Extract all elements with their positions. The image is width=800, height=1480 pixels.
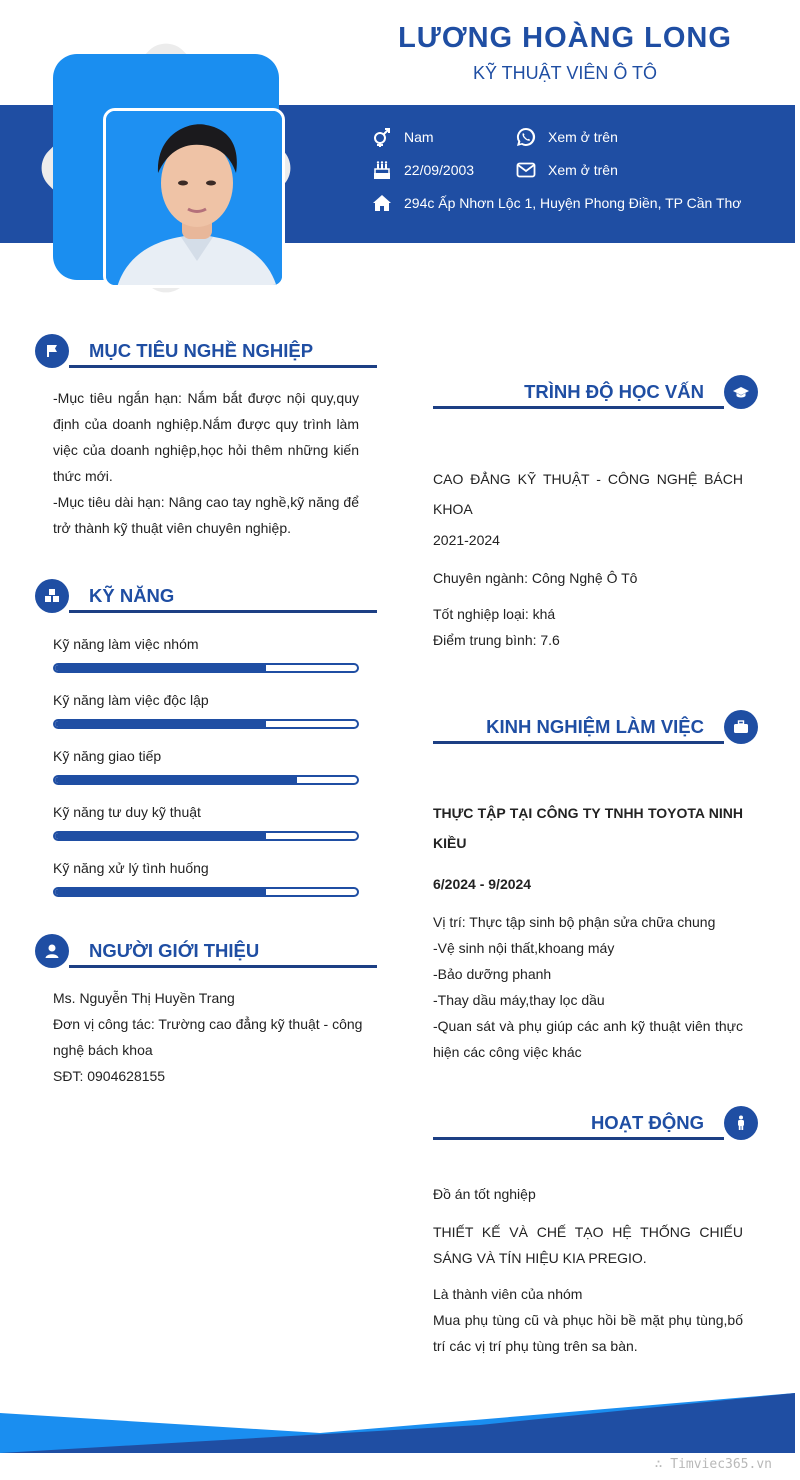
skill-bar-fill: [55, 665, 266, 671]
graduation-cap-icon: [724, 375, 758, 409]
experience-section-header: [433, 710, 758, 748]
person-standing-icon: [724, 1106, 758, 1140]
experience-position: Vị trí: Thực tập sinh bộ phận sửa chữa chung: [433, 914, 716, 930]
activities-section-header: [433, 1106, 758, 1144]
education-years: 2021-2024: [433, 532, 500, 548]
activity-description: Mua phụ tùng cũ và phục hồi bề mặt phụ tùng,bố trí các vị trí phụ tùng trên sa bàn.: [433, 1312, 743, 1354]
experience-task-1: -Vệ sinh nội thất,khoang máy: [433, 940, 615, 956]
email-info: [516, 160, 618, 180]
experience-heading: KINH NGHIỆM LÀM VIỆC: [486, 716, 704, 737]
skill-bar: [53, 775, 359, 785]
education-section-header: [433, 375, 758, 413]
objective-section-header: [35, 334, 377, 372]
education-underline: [433, 406, 724, 409]
experience-task-4: -Quan sát và phụ giúp các anh kỹ thuật viên thực hiện các công việc khác: [433, 1018, 743, 1060]
education-rank: Tốt nghiệp loại: khá: [433, 606, 556, 622]
skill-bar-fill: [55, 889, 266, 895]
experience-period: 6/2024 - 9/2024: [433, 876, 532, 892]
education-heading: TRÌNH ĐỘ HỌC VẤN: [524, 381, 704, 402]
skills-underline: [69, 610, 377, 613]
address-value: 294c Ấp Nhơn Lộc 1, Huyện Phong Điền, TP Cần Thơ: [404, 195, 742, 211]
skill-label: Kỹ năng làm việc độc lập: [53, 692, 209, 708]
experience-task-2: -Bảo dưỡng phanh: [433, 966, 552, 982]
experience-task-3: -Thay dầu máy,thay lọc dầu: [433, 992, 605, 1008]
email-value: Xem ở trên: [548, 162, 618, 178]
avatar-frame: [25, 30, 307, 306]
phone-value: Xem ở trên: [548, 129, 618, 145]
skill-label: Kỹ năng xử lý tình huống: [53, 860, 209, 876]
envelope-icon: [516, 160, 536, 180]
activity-role: Là thành viên của nhóm: [433, 1286, 583, 1302]
home-icon: [372, 193, 392, 213]
education-major: Chuyên ngành: Công Nghệ Ô Tô: [433, 570, 638, 586]
cubes-icon: [35, 579, 69, 613]
experience-underline: [433, 741, 724, 744]
reference-phone: SĐT: 0904628155: [53, 1068, 166, 1084]
avatar-photo: [103, 108, 285, 288]
gender-icon: [372, 127, 392, 147]
birthday-info: [372, 160, 474, 180]
skill-bar: [53, 663, 359, 673]
skill-bar: [53, 831, 359, 841]
skill-bar: [53, 887, 359, 897]
candidate-name: LƯƠNG HOÀNG LONG: [398, 22, 732, 54]
education-gpa: Điểm trung bình: 7.6: [433, 632, 560, 648]
reference-workplace: Đơn vị công tác: Trường cao đẳng kỹ thuật - công nghệ bách khoa: [53, 1016, 363, 1058]
activities-underline: [433, 1137, 724, 1140]
activities-heading: HOẠT ĐỘNG: [590, 1112, 704, 1133]
gender-value: Nam: [404, 129, 434, 145]
objective-underline: [69, 365, 377, 368]
experience-company: THỰC TẬP TẠI CÔNG TY TNHH TOYOTA NINH KIỀU: [433, 805, 743, 851]
skill-bar-fill: [55, 721, 266, 727]
reference-heading: NGƯỜI GIỚI THIỆU: [89, 940, 260, 961]
gender-info: [372, 127, 434, 147]
whatsapp-icon: [516, 127, 536, 147]
skill-label: Kỹ năng tư duy kỹ thuật: [53, 804, 201, 820]
user-icon: [35, 934, 69, 968]
reference-section-header: [35, 934, 377, 972]
skills-heading: KỸ NĂNG: [89, 585, 175, 606]
activity-project-label: Đồ án tốt nghiệp: [433, 1186, 536, 1202]
activity-project-title: THIẾT KẾ VÀ CHẾ TẠO HỆ THỐNG CHIẾU SÁNG VÀ TÍN HIỆU KIA PREGIO.: [433, 1224, 743, 1266]
person-photo-icon: [106, 111, 285, 288]
objective-heading: MỤC TIÊU NGHỀ NGHIỆP: [89, 340, 314, 361]
footer-decoration: [0, 1385, 800, 1460]
footer-wave: [0, 1385, 800, 1460]
skill-bar-fill: [55, 777, 297, 783]
flag-icon: [35, 334, 69, 368]
birthday-cake-icon: [372, 160, 392, 180]
phone-info: [516, 127, 618, 147]
address-info: [372, 193, 741, 213]
objective-short-term: -Mục tiêu ngắn hạn: Nắm bắt được nội quy,quy định của doanh nghiệp.Nắm được quy trình làm việc của doanh nghiệp,học hỏi thêm những kiến thức mới.: [53, 390, 359, 484]
skill-label: Kỹ năng làm việc nhóm: [53, 636, 199, 652]
birthday-value: 22/09/2003: [404, 162, 475, 178]
education-school: CAO ĐẲNG KỸ THUẬT - CÔNG NGHỆ BÁCH KHOA: [433, 471, 743, 517]
skill-bar-fill: [55, 833, 266, 839]
reference-underline: [69, 965, 377, 968]
skill-bar: [53, 719, 359, 729]
objective-long-term: -Mục tiêu dài hạn: Nâng cao tay nghề,kỹ năng để trở thành kỹ thuật viên chuyên nghiệp.: [53, 494, 359, 536]
job-title: KỸ THUẬT VIÊN Ô TÔ: [472, 63, 658, 83]
skill-label: Kỹ năng giao tiếp: [53, 748, 162, 764]
briefcase-icon: [724, 710, 758, 744]
skills-section-header: [35, 579, 377, 617]
reference-name: Ms. Nguyễn Thị Huyền Trang: [53, 990, 235, 1006]
brand-watermark: ∴ Timviec365.vn: [654, 1457, 772, 1472]
